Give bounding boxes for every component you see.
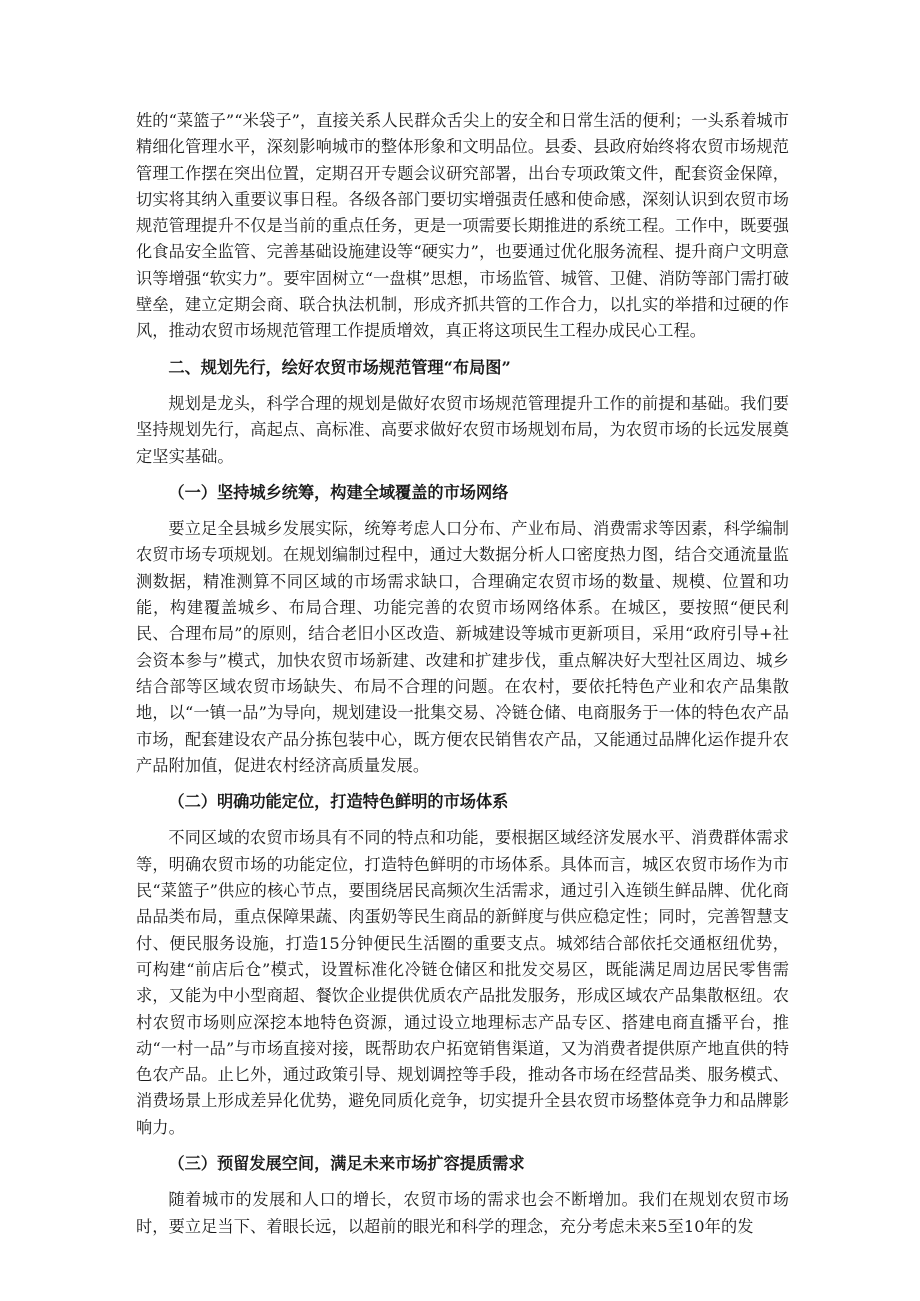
- section-heading-2: 二、规划先行，绘好农贸市场规范管理“布局图”: [168, 357, 511, 377]
- document-page: [136, 108, 789, 1240]
- subsection-heading-1: （一）坚持城乡统筹，构建全域覆盖的市场网络: [168, 482, 509, 502]
- body-paragraph-5: 随着城市的发展和人口的增长，农贸市场的需求也会不断增加。我们在规划农贸市场时，要立足当下、着眼长远，以超前的眼光和科学的理念，充分考虑未来5至10年的发: [136, 1190, 789, 1236]
- subsection-heading-3: （三）预留发展空间，满足未来市场扩容提质需求: [168, 1153, 525, 1173]
- body-paragraph-3: 要立足全县城乡发展实际，统筹考虑人口分布、产业布局、消费需求等因素，科学编制农贸市场专项规划。在规划编制过程中，通过大数据分析人口密度热力图，结合交通流量监测数据，精准测算不同区域的市场需求缺口，合理确定农贸市场的数量、规模、位置和功能，构建覆盖城乡、布局合理、功能完善的农贸市场网络体系。在城区，要按照“便民利民、合理布局”的原则，结合老旧小区改造、新城建设等城市更新项目，采用“政府引导+社会资本参与”模式，加快农贸市场新建、改建和扩建步伐，重点解决好大型社区周边、城乡结合部等区域农贸市场缺失、布局不合理的问题。在农村，要依托特色产业和农产品集散地，以“一镇一品”为导向，规划建设一批集交易、冷链仓储、电商服务于一体的特色农产品市场，配套建设农产品分拣包装中心，既方便农民销售农产品，又能通过品牌化运作提升农产品附加值，促进农村经济高质量发展。: [136, 519, 789, 775]
- body-paragraph-2: 规划是龙头，科学合理的规划是做好农贸市场规范管理提升工作的前提和基础。我们要坚持规划先行，高起点、高标准、高要求做好农贸市场规划布局，为农贸市场的长远发展奠定坚实基础。: [136, 393, 789, 466]
- body-paragraph-4: 不同区域的农贸市场具有不同的特点和功能，要根据区域经济发展水平、消费群体需求等，明确农贸市场的功能定位，打造特色鲜明的市场体系。具体而言，城区农贸市场作为市民“菜篮子”供应的核心节点，要围绕居民高频次生活需求，通过引入连锁生鲜品牌、优化商品品类布局，重点保障果蔬、肉蛋奶等民生商品的新鲜度与供应稳定性；同时，完善智慧支付、便民服务设施，打造15分钟便民生活圈的重要支点。城郊结合部依托交通枢纽优势，可构建“前店后仓”模式，设置标准化冷链仓储区和批发交易区，既能满足周边居民零售需求，又能为中小型商超、餐饮企业提供优质农产品批发服务，形成区域农产品集散枢纽。农村农贸市场则应深挖本地特色资源，通过设立地理标志产品专区、搭建电商直播平台，推动“一村一品”与市场直接对接，既帮助农户拓宽销售渠道，又为消费者提供原产地直供的特色农产品。止匕外，通过政策引导、规划调控等手段，推动各市场在经营品类、服务模式、消费场景上形成差异化优势，避免同质化竞争，切实提升全县农贸市场整体竞争力和品牌影响力。: [136, 828, 789, 1137]
- subsection-heading-2: （二）明确功能定位，打造特色鲜明的市场体系: [168, 792, 509, 812]
- body-paragraph-1: 姓的“菜篮子”“米袋子”，直接关系人民群众舌尖上的安全和日常生活的便利；一头系着城市精细化管理水平，深刻影响城市的整体形象和文明品位。县委、县政府始终将农贸市场规范管理工作摆在突出位置，定期召开专题会议研究部署，出台专项政策文件，配套资金保障，切实将其纳入重要议事日程。各级各部门要切实增强责任感和使命感，深刻认识到农贸市场规范管理提升不仅是当前的重点任务，更是一项需要长期推进的系统工程。工作中，既要强化食品安全监管、完善基础设施建设等“硬实力”，也要通过优化服务流程、提升商户文明意识等增强“软实力”。要牢固树立“一盘棋”思想，市场监管、城管、卫健、消防等部门需打破壁垒，建立定期会商、联合执法机制，形成齐抓共管的工作合力，以扎实的举措和过硬的作风，推动农贸市场规范管理工作提质增效，真正将这项民生工程办成民心工程。: [136, 111, 789, 341]
